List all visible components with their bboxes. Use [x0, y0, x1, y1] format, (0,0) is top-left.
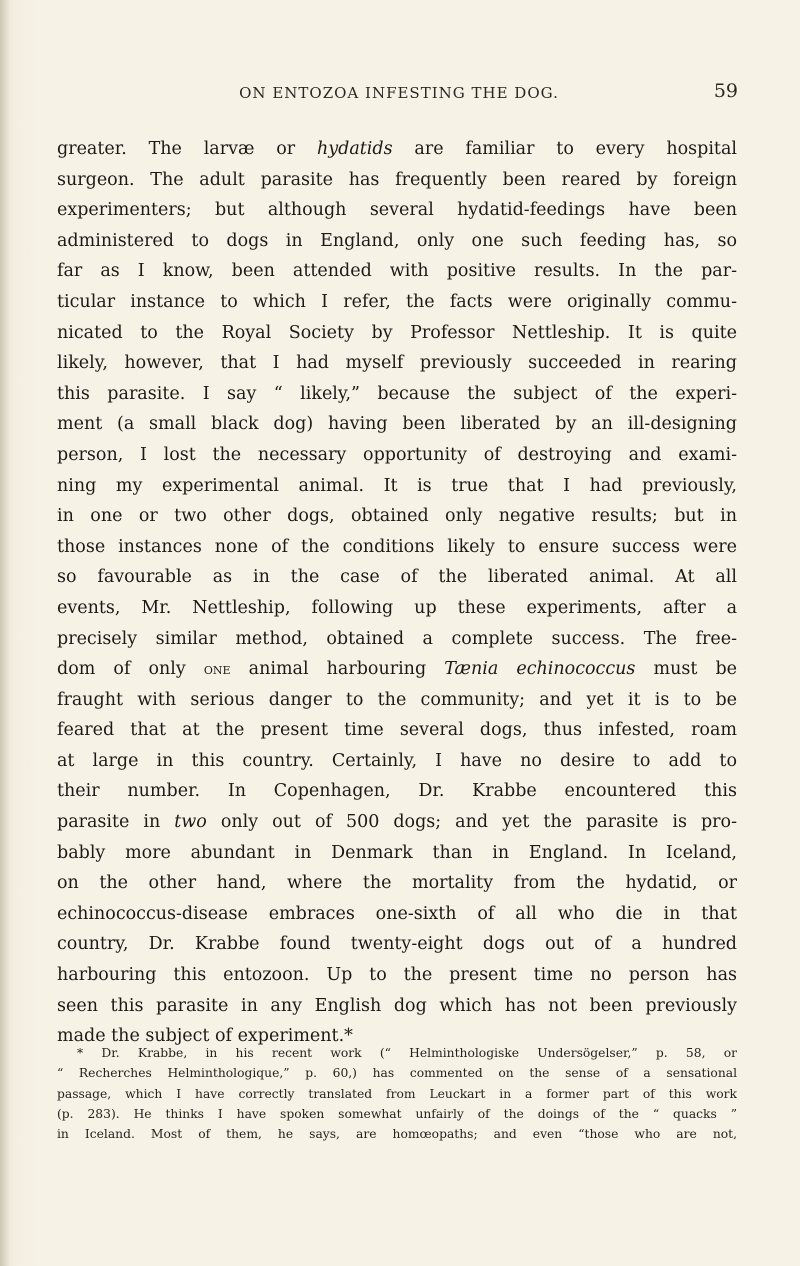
- text-line: so favourable as in the case of the liberated animal. At all: [57, 567, 737, 588]
- footnote-line: (p. 283). He thinks I have spoken somewhat unfairly of the doings of the “ quacks ”: [57, 1106, 737, 1121]
- text-line: nicated to the Royal Society by Professor Nettleship. It is quite: [57, 322, 737, 343]
- text-line: parasite in two only out of 500 dogs; and yet the parasite is pro-: [57, 812, 737, 833]
- text-line: person, I lost the necessary opportunity of destroying and exami-: [57, 444, 737, 465]
- text-line: likely, however, that I had myself previously succeeded in rearing: [57, 353, 737, 374]
- text-line: country, Dr. Krabbe found twenty-eight dogs out of a hundred: [57, 934, 737, 955]
- text-line: experimenters; but although several hydatid-feedings have been: [57, 200, 737, 221]
- text-line: dom of only one animal harbouring Tænia echinococcus must be: [57, 659, 737, 680]
- text-line: ment (a small black dog) having been liberated by an ill-designing: [57, 414, 737, 435]
- footnote-line: passage, which I have correctly translated from Leuckart in a former part of this work: [57, 1086, 737, 1101]
- text-line: precisely similar method, obtained a complete success. The free-: [57, 628, 737, 649]
- page-gutter-shadow: [0, 0, 10, 1266]
- text-line: bably more abundant in Denmark than in England. In Iceland,: [57, 842, 737, 863]
- running-title: ON ENTOZOA INFESTING THE DOG.: [239, 84, 559, 102]
- text-line: events, Mr. Nettleship, following up these experiments, after a: [57, 597, 737, 618]
- text-line: those instances none of the conditions likely to ensure success were: [57, 536, 737, 557]
- text-line: ticular instance to which I refer, the facts were originally commu-: [57, 291, 737, 312]
- footnote: [57, 1043, 737, 1144]
- footnote-line: “ Recherches Helminthologique,” p. 60,) has commented on the sense of a sensational: [57, 1066, 737, 1081]
- text-line: feared that at the present time several dogs, thus infested, roam: [57, 720, 737, 741]
- footnote-line: * Dr. Krabbe, in his recent work (“ Helminthologiske Undersögelser,” p. 58, or: [77, 1046, 737, 1060]
- text-line: in one or two other dogs, obtained only negative results; but in: [57, 506, 737, 527]
- text-line: made the subject of experiment.*: [57, 1026, 353, 1047]
- text-line: their number. In Copenhagen, Dr. Krabbe encountered this: [57, 781, 737, 802]
- text-line: far as I know, been attended with positive results. In the par-: [57, 261, 737, 282]
- running-head: [54, 80, 744, 108]
- text-line: fraught with serious danger to the community; and yet it is to be: [57, 689, 737, 710]
- text-line: administered to dogs in England, only one such feeding has, so: [57, 230, 737, 251]
- page-number: 59: [713, 80, 738, 102]
- text-line: at large in this country. Certainly, I have no desire to add to: [57, 750, 737, 771]
- text-line: ning my experimental animal. It is true that I had previously,: [57, 475, 737, 496]
- text-line: greater. The larvæ or hydatids are familiar to every hospital: [57, 139, 737, 159]
- main-text: [57, 134, 737, 1052]
- text-line: echinococcus-disease embraces one-sixth of all who die in that: [57, 903, 737, 924]
- text-line: seen this parasite in any English dog which has not been previously: [57, 995, 737, 1016]
- text-line: on the other hand, where the mortality from the hydatid, or: [57, 873, 737, 894]
- text-line: this parasite. I say “ likely,” because the subject of the experi-: [57, 383, 737, 404]
- text-line: harbouring this entozoon. Up to the present time no person has: [57, 965, 737, 986]
- text-line: surgeon. The adult parasite has frequently been reared by foreign: [57, 169, 737, 190]
- footnote-line: in Iceland. Most of them, he says, are homœopaths; and even “those who are not,: [57, 1127, 737, 1142]
